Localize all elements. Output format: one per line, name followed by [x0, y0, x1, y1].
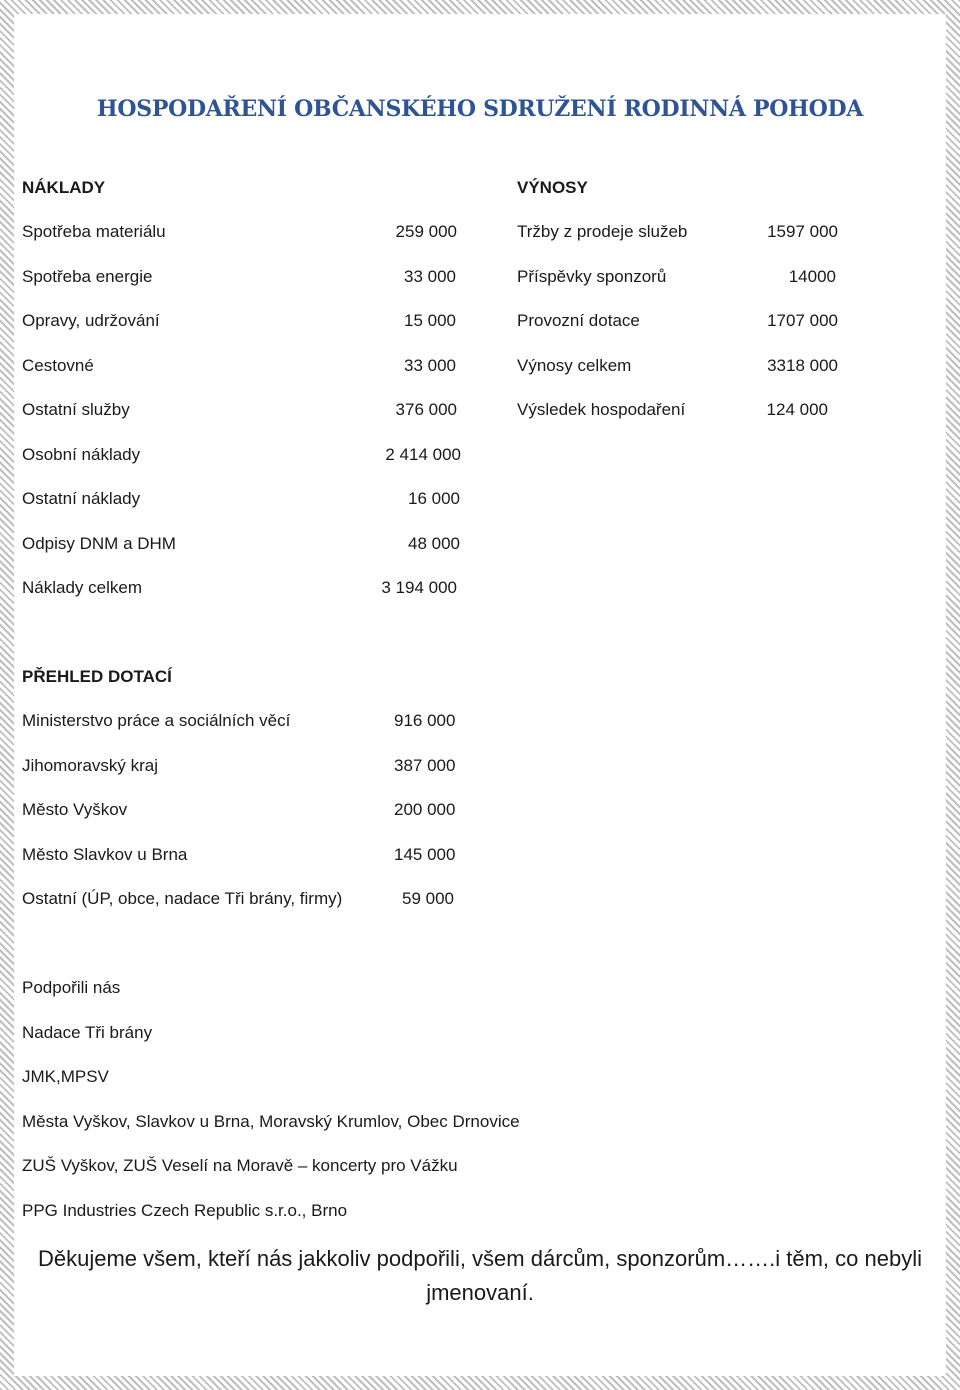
result-label: Výsledek hospodaření	[517, 400, 686, 419]
cost-value: 15 000	[404, 311, 456, 330]
page-title: HOSPODAŘENÍ OBČANSKÉHO SDRUŽENÍ RODINNÁ POHODA	[96, 96, 864, 122]
supporter-item: Města Vyškov, Slavkov u Brna, Moravský Krumlov, Obec Drnovice	[22, 1112, 520, 1131]
cost-label: Odpisy DNM a DHM	[22, 534, 176, 553]
subsidy-label: Ostatní (ÚP, obce, nadace Tři brány, firmy)	[22, 889, 343, 908]
subsidy-label: Město Vyškov	[22, 800, 128, 819]
cost-value: 2 414 000	[385, 445, 461, 464]
subsidy-value: 200 000	[394, 800, 456, 819]
subsidies-heading: PŘEHLED DOTACÍ	[22, 667, 172, 686]
revenue-value: 14000	[788, 267, 836, 286]
revenue-value: 1597 000	[767, 222, 838, 241]
cost-value: 259 000	[395, 222, 457, 241]
cost-label: Spotřeba materiálu	[22, 222, 166, 241]
cost-value: 16 000	[408, 489, 460, 508]
revenue-total-value: 3318 000	[767, 356, 838, 375]
cost-value: 33 000	[404, 356, 456, 375]
supporter-item: PPG Industries Czech Republic s.r.o., Brno	[22, 1201, 348, 1220]
cost-label: Osobní náklady	[22, 445, 141, 464]
cost-label: Ostatní služby	[22, 400, 130, 419]
revenue-value: 1707 000	[767, 311, 838, 330]
subsidy-value: 387 000	[394, 756, 456, 775]
subsidy-value: 145 000	[394, 845, 456, 864]
cost-total-label: Náklady celkem	[22, 578, 142, 597]
supporter-item: JMK,MPSV	[22, 1067, 109, 1086]
revenue-label: Příspěvky sponzorů	[517, 267, 667, 286]
cost-label: Ostatní náklady	[22, 489, 141, 508]
cost-label: Opravy, udržování	[22, 311, 160, 330]
cost-value: 33 000	[404, 267, 456, 286]
costs-heading: NÁKLADY	[22, 178, 106, 197]
supporter-item: ZUŠ Vyškov, ZUŠ Veselí na Moravě – koncerty pro Vážku	[22, 1156, 458, 1175]
thanks-line-2: jmenovaní.	[426, 1280, 534, 1305]
subsidy-value: 916 000	[394, 711, 456, 730]
subsidy-label: Město Slavkov u Brna	[22, 845, 188, 864]
supporter-item: Nadace Tři brány	[22, 1023, 153, 1042]
thanks-line-1: Děkujeme všem, kteří nás jakkoliv podpořili, všem dárcům, sponzorům…….i těm, co nebyli	[38, 1246, 922, 1271]
cost-label: Cestovné	[22, 356, 94, 375]
cost-value: 376 000	[395, 400, 457, 419]
subsidy-label: Ministerstvo práce a sociálních věcí	[22, 711, 291, 730]
cost-label: Spotřeba energie	[22, 267, 153, 286]
cost-value: 48 000	[408, 534, 460, 553]
revenue-label: Provozní dotace	[517, 311, 640, 330]
cost-total-value: 3 194 000	[381, 578, 457, 597]
revenue-total-label: Výnosy celkem	[517, 356, 632, 375]
revenue-heading: VÝNOSY	[517, 178, 588, 197]
subsidy-value: 59 000	[402, 889, 454, 908]
result-value: 124 000	[766, 400, 828, 419]
revenue-label: Tržby z prodeje služeb	[517, 222, 688, 241]
supporters-heading: Podpořili nás	[22, 978, 121, 997]
subsidy-label: Jihomoravský kraj	[22, 756, 159, 775]
